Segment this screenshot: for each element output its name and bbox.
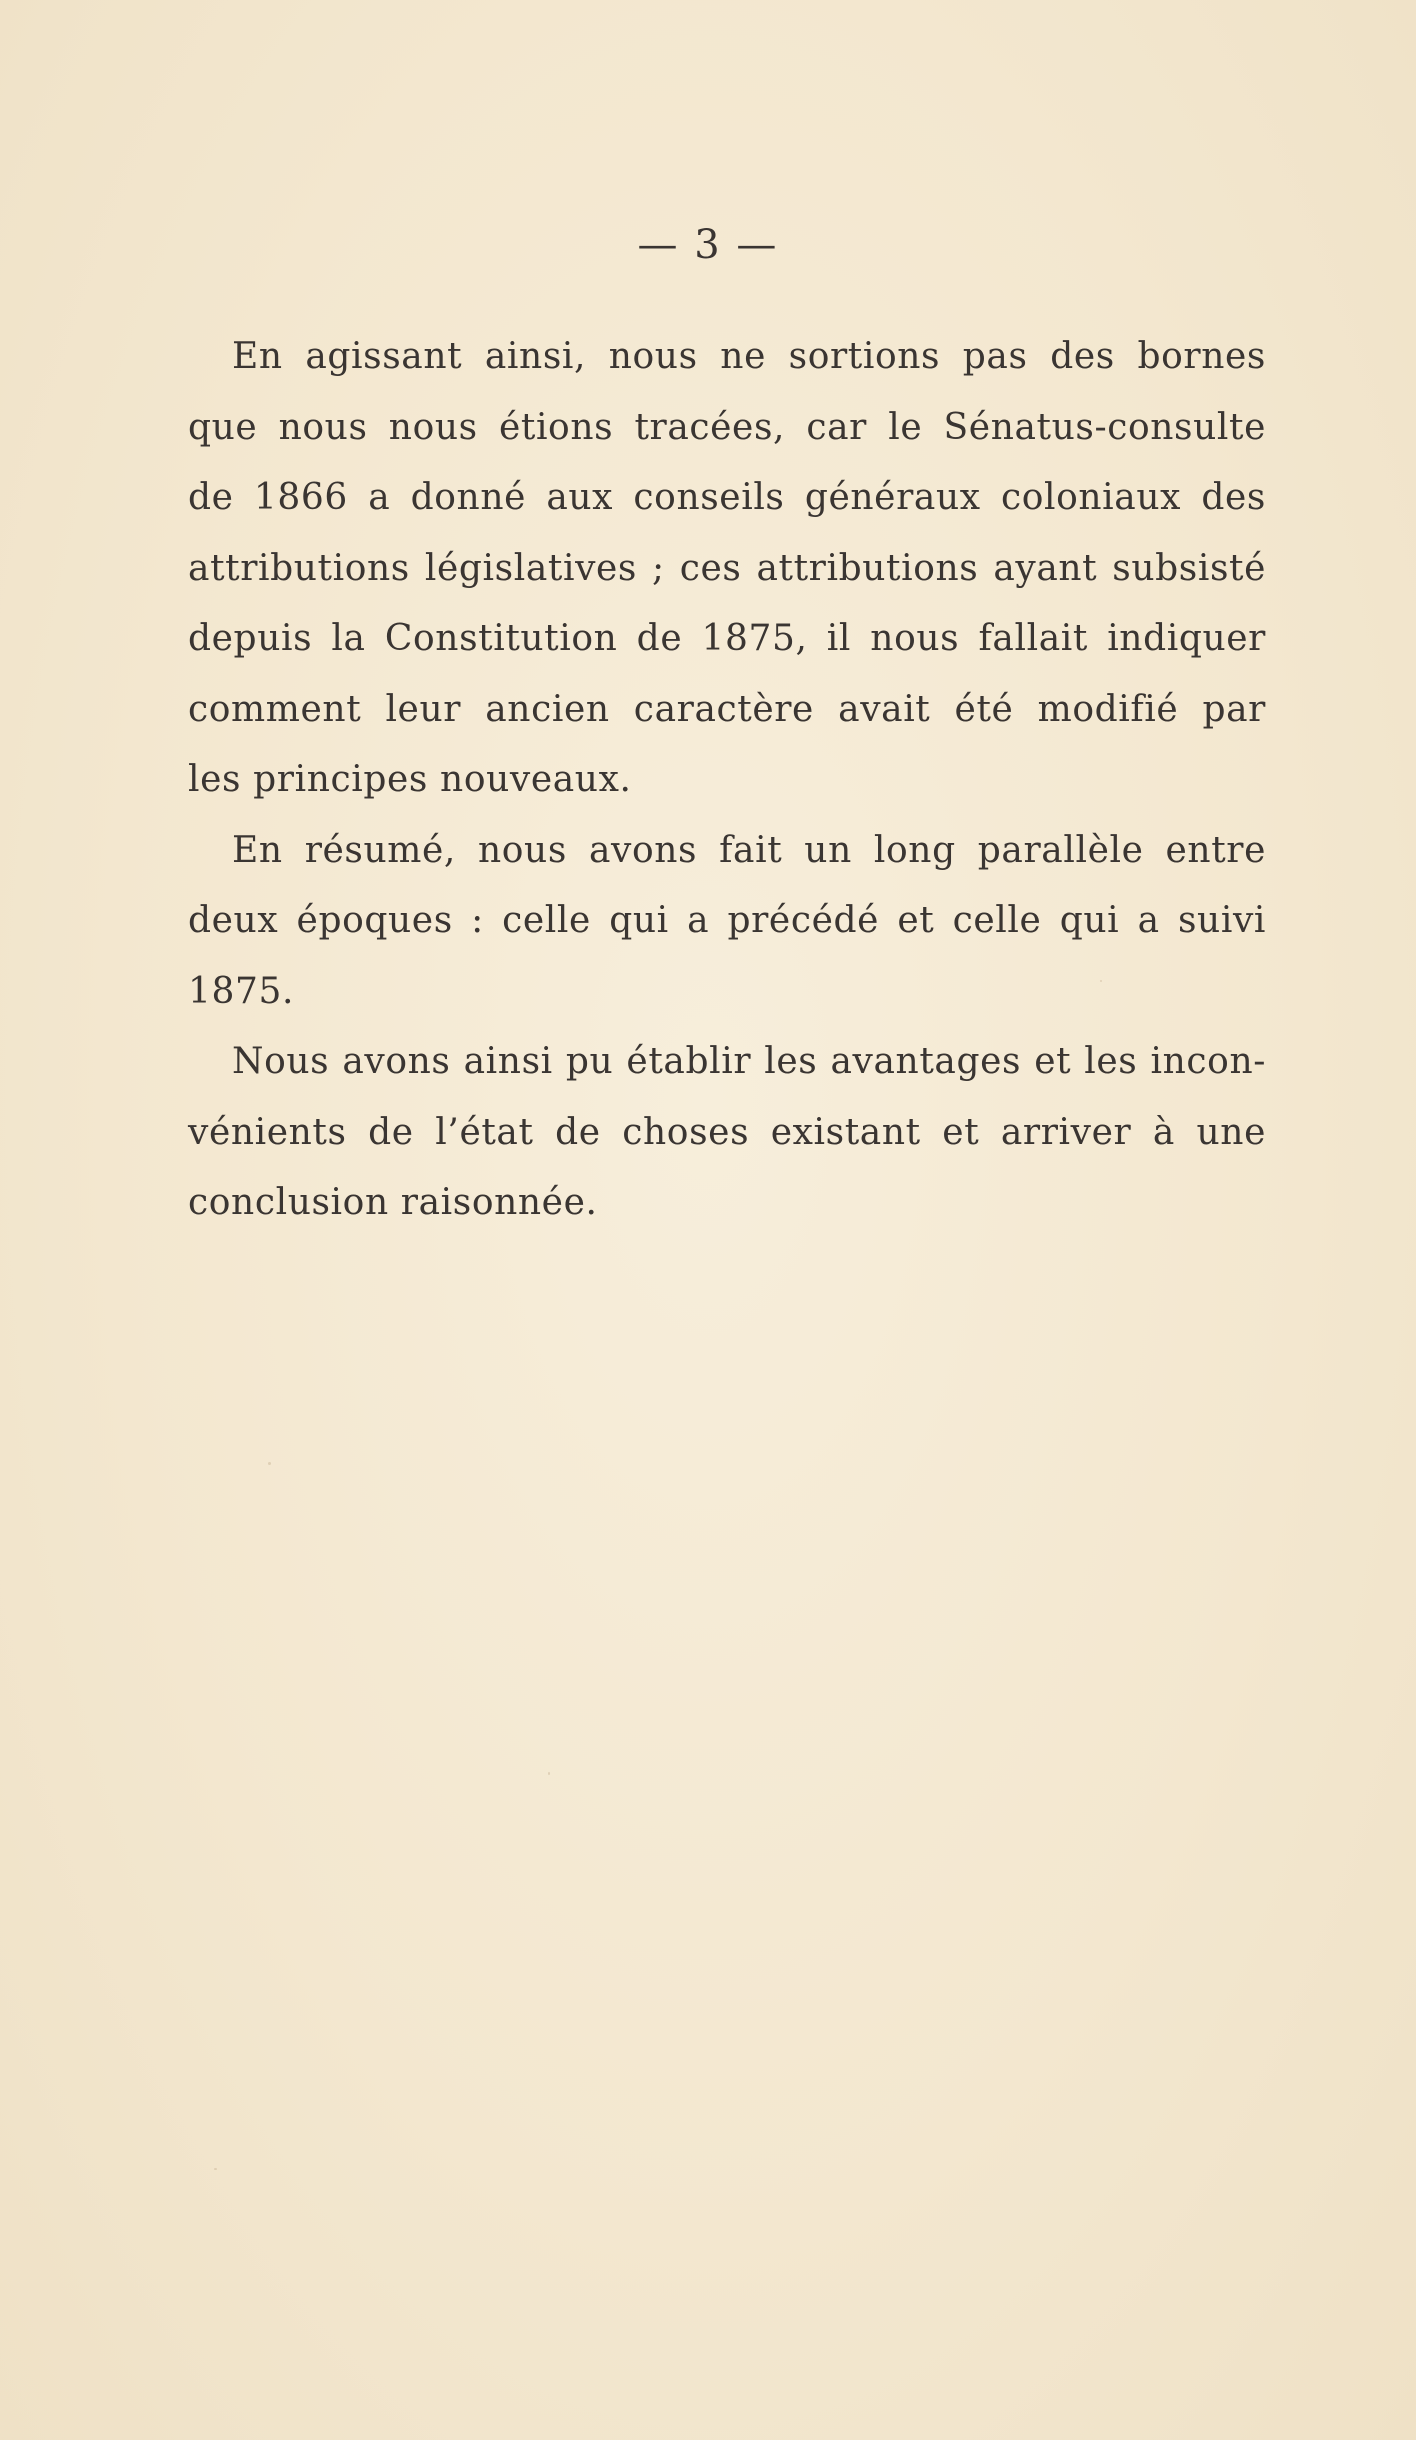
paragraph-2-line-2: deux époques : celle qui a précédé et celle qui a suivi (188, 900, 1266, 941)
paragraph-1-line-2: que nous nous étions tracées, car le Sénatus-consulte (188, 406, 1266, 448)
paragraph-3-line-3: conclusion raisonnée. (188, 1182, 598, 1223)
paragraph-1-line-6: comment leur ancien caractère avait été modifié par (188, 688, 1266, 730)
paragraph-1-line-1: En agissant ainsi, nous ne sortions pas des bornes (232, 336, 1266, 377)
paper-speck (268, 1462, 271, 1465)
paper-speck (548, 1772, 550, 1775)
paragraph-1-line-3: de 1866 a donné aux conseils généraux coloniaux des (188, 477, 1266, 518)
paper-speck (214, 2168, 217, 2170)
body-text (188, 322, 1266, 1239)
paragraph-1-line-4: attributions législatives ; ces attributions ayant subsisté (188, 547, 1266, 589)
paragraph-1-line-5: depuis la Constitution de 1875, il nous fallait indiquer (188, 618, 1266, 659)
paragraph-3-line-1: Nous avons ainsi pu établir les avantages et les incon- (232, 1041, 1266, 1082)
paper-speck (1100, 980, 1102, 982)
paragraph-1-line-7: les principes nouveaux. (188, 759, 632, 800)
paragraph-2-line-1: En résumé, nous avons fait un long parallèle entre (232, 829, 1266, 871)
page-number: — 3 — (637, 222, 779, 268)
paragraph-2-line-3: 1875. (188, 970, 295, 1012)
paragraph-3-line-2: vénients de l’état de choses existant et arriver à une (188, 1111, 1266, 1153)
